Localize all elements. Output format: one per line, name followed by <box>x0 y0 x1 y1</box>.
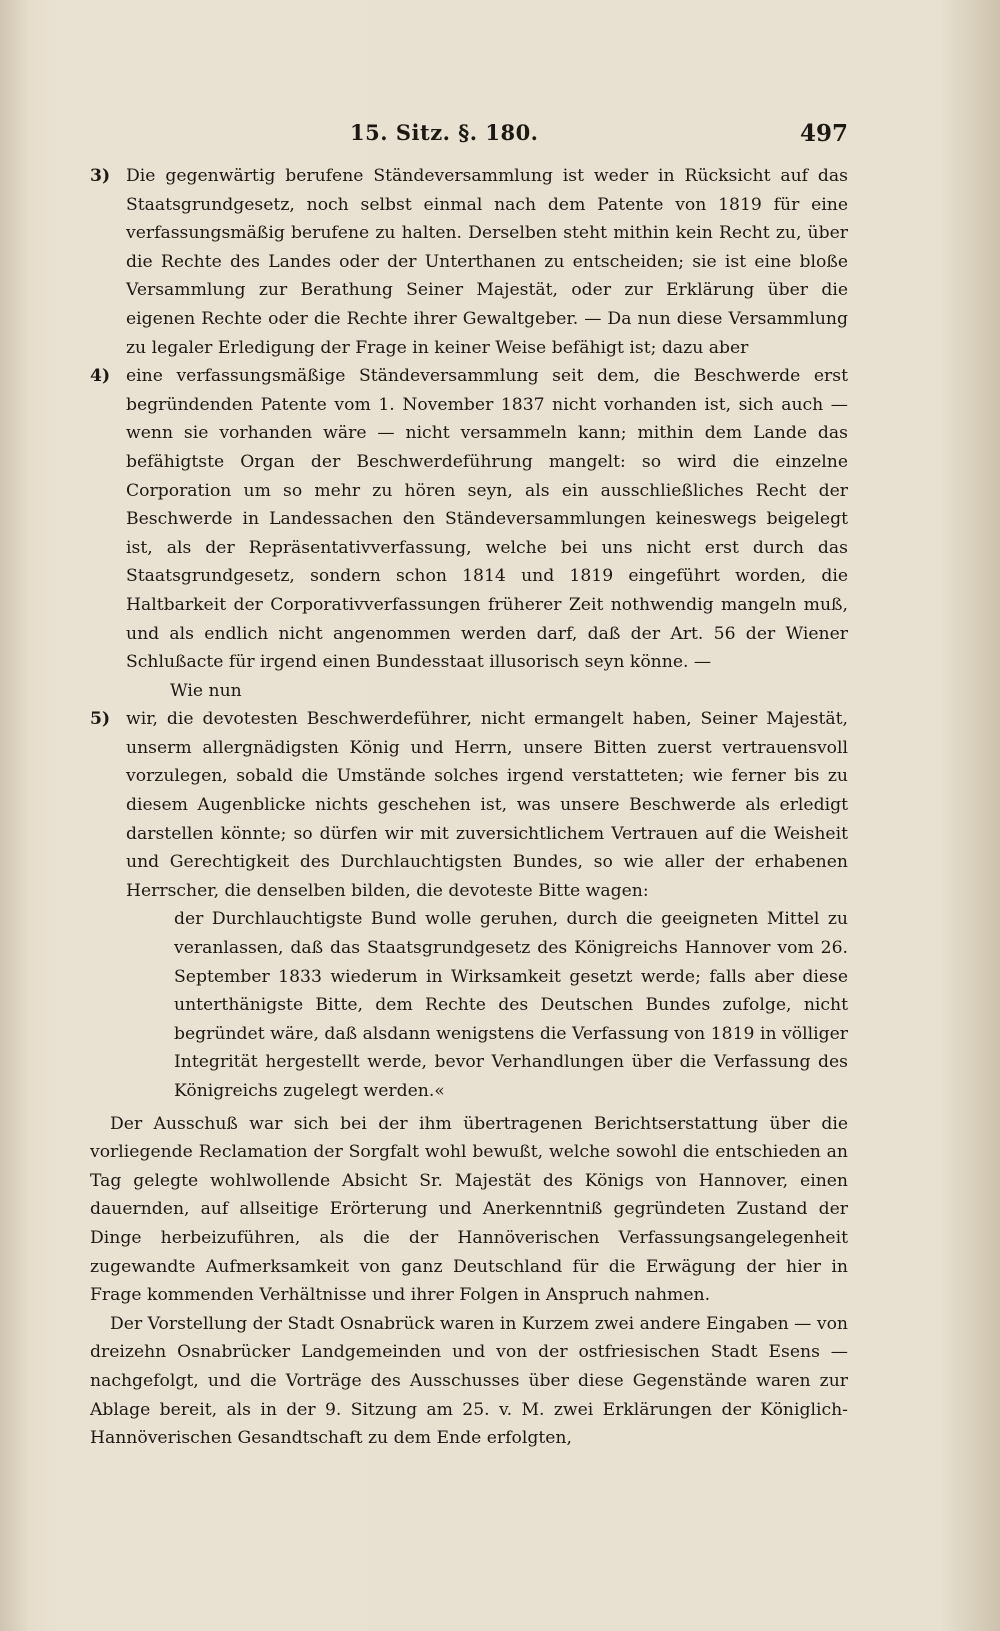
numbered-item-4 <box>90 362 848 677</box>
item-number: 4) <box>90 366 111 387</box>
numbered-item-5 <box>90 705 848 905</box>
item-text: eine verfassungsmäßige Ständeversammlung seit dem, die Beschwerde erst begründenden Patente vom 1. November 1837 nicht vorhanden ist, sich auch — wenn sie vorhanden wäre — nicht versammeln kann; mithin dem Lande das befähigtste Organ der Beschwerdeführung mangelt: so wird die einzelne Corporation um so mehr zu hören seyn, als ein ausschließliches Recht der Beschwerde in Landessachen den Ständeversammlungen keineswegs beigelegt ist, als der Repräsentativverfassung, welche bei uns nicht erst durch das Staatsgrundgesetz, sondern schon 1814 und 1819 eingeführt worden, die Haltbarkeit der Corporativverfassungen früherer Zeit nothwendig mangeln muß, und als endlich nicht angenommen werden darf, daß der Art. 56 der Wiener Schlußacte für irgend einen Bundesstaat illusorisch seyn könne. — <box>126 366 848 673</box>
body-text <box>90 162 848 1453</box>
page-header <box>90 120 848 160</box>
numbered-item-3 <box>90 162 848 362</box>
page-number: 497 <box>799 120 848 147</box>
item-number: 5) <box>90 709 111 730</box>
item-text: wir, die devotesten Beschwerdeführer, nicht ermangelt haben, Seiner Majestät, unserm allergnädigsten König und Herrn, unsere Bitten zuerst vertrauensvoll vorzulegen, sobald die Umstände solches irgend verstatteten; wie ferner bis zu diesem Augenblicke nichts geschehen ist, was unsere Beschwerde als erledigt darstellen könnte; so dürfen wir mit zuversichtlichem Vertrauen auf die Weisheit und Gerechtigkeit des Durchlauchtigsten Bundes, so wie aller der erhabenen Herrscher, die denselben bilden, die devoteste Bitte wagen: <box>126 709 848 901</box>
paragraph: Der Vorstellung der Stadt Osnabrück waren in Kurzem zwei andere Eingaben — von dreizehn Osnabrücker Landgemeinden und von der ostfriesischen Stadt Esens — nachgefolgt, und die Vorträge des Ausschusses über diese Gegenstände waren zur Ablage bereit, als in der 9. Sitzung am 25. v. M. zwei Erklärungen der Königlich-Hannöverischen Gesandtschaft zu dem Ende erfolgten, <box>90 1313 848 1449</box>
item-number: 3) <box>90 166 111 186</box>
paragraph: Der Ausschuß war sich bei der ihm übertragenen Berichtserstattung über die vorliegende Reclamation der Sorgfalt wohl bewußt, welche sowohl die entschieden an Tag gelegte wohlwollende Absicht Sr. Majestät des Königs von Hannover, einen dauernden, auf allseitige Erörterung und Anerkenntniß gegründeten Zustand der Dinge herbeizuführen, als die der Hannöverischen Verfassungsangelegenheit zugewandte Aufmerksamkeit von ganz Deutschland für die Erwägung der hier in Frage kommenden Verhältnisse und ihrer Folgen in Anspruch nahmen. <box>90 1113 848 1306</box>
item-text: Die gegenwärtig berufene Ständeversammlung ist weder in Rücksicht auf das Staatsgrundgesetz, noch selbst einmal nach dem Patente von 1819 für eine verfassungsmäßig berufene zu halten. Derselben steht mithin kein Recht zu, über die Rechte des Landes oder der Unterthanen zu entscheiden; sie ist eine bloße Versammlung zur Berathung Seiner Majestät, oder zur Erklärung über die eigenen Rechte oder die Rechte ihrer Gewaltgeber. — Da nun diese Versammlung zu legaler Erledigung der Frage in keiner Weise befähigt ist; dazu aber <box>126 166 848 358</box>
transition-line: Wie nun <box>170 680 242 701</box>
petition-quote: der Durchlauchtigste Bund wolle geruhen, durch die geeigneten Mittel zu veranlassen, daß das Staatsgrundgesetz des Königreichs Hannover vom 26. September 1833 wiederum in Wirksamkeit gesetzt werde; falls aber diese unterthänigste Bitte, dem Rechte des Deutschen Bundes zufolge, nicht begründet wäre, daß alsdann wenigstens die Verfassung von 1819 in völliger Integrität hergestellt werde, bevor Verhandlungen über die Verfassung des Königreichs zugelegt werden.« <box>174 909 848 1101</box>
running-head: 15. Sitz. §. 180. <box>350 120 539 145</box>
